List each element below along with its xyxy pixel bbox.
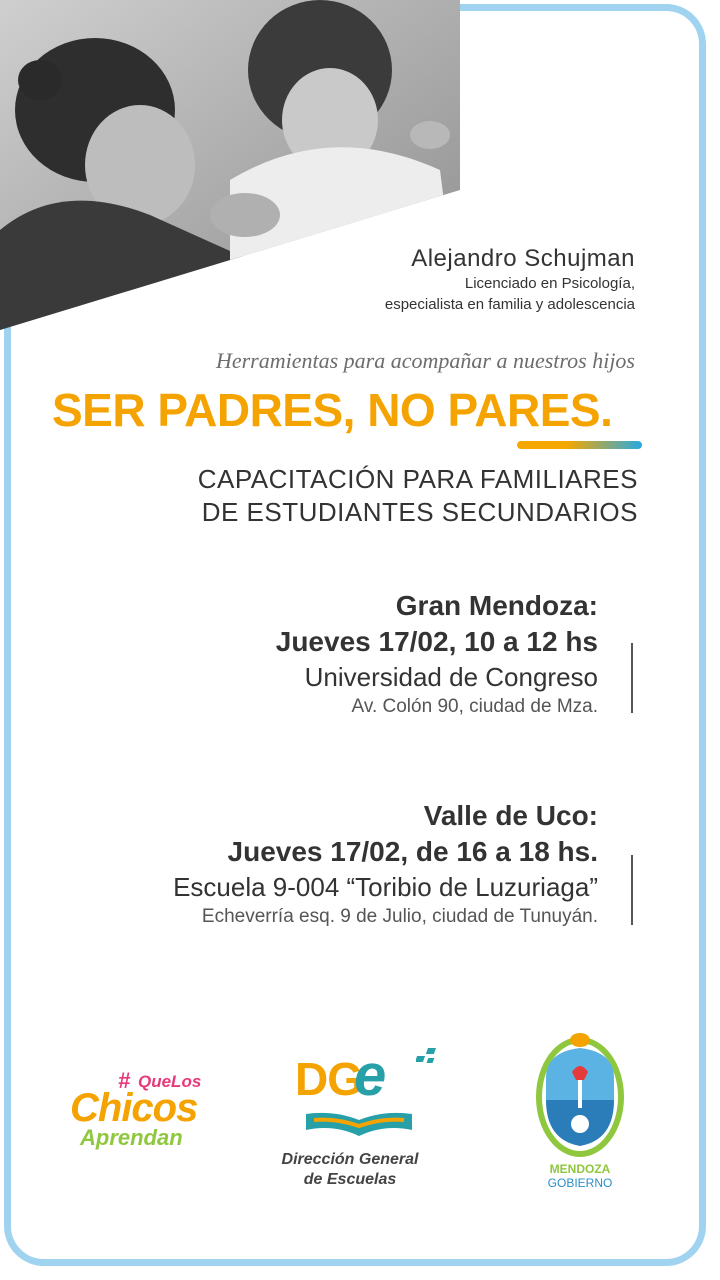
speaker-name: Alejandro Schujman — [411, 245, 635, 272]
event-address: Echeverría esq. 9 de Julio, ciudad de Tunuyán. — [201, 906, 598, 927]
dge-e-letter: e — [354, 1043, 387, 1108]
headline: SER PADRES, NO PARES. — [52, 384, 613, 436]
gobierno-line-1: MENDOZA — [549, 1162, 611, 1176]
mendoza-gobierno-logo — [532, 1030, 628, 1200]
event-venue: Escuela 9-004 “Toribio de Luzuriaga” — [173, 872, 598, 902]
dge-name-line-2: de Escuelas — [303, 1171, 397, 1188]
open-book-icon — [304, 1110, 414, 1140]
training-line-1: CAPACITACIÓN PARA FAMILIARES — [197, 464, 638, 494]
dge-letters: DG — [295, 1053, 362, 1105]
divider-line — [631, 643, 633, 713]
divider-line — [631, 855, 633, 925]
event-address: Av. Colón 90, ciudad de Mza. — [351, 696, 598, 717]
dge-name-line-1: Dirección General — [281, 1151, 419, 1168]
quelos-chicos-aprendan-logo — [66, 1068, 216, 1158]
accent-bar — [517, 441, 642, 449]
speaker-block — [385, 245, 635, 315]
dge-logo — [268, 1040, 448, 1200]
logo-quelos: QueLos — [138, 1072, 202, 1091]
logo-chicos: Chicos — [70, 1086, 198, 1130]
event-region: Gran Mendoza: — [395, 590, 598, 621]
subtitle: Herramientas para acompañar a nuestros hijos — [215, 348, 635, 373]
speaker-credential-1: Licenciado en Psicología, — [464, 275, 635, 292]
event-venue: Universidad de Congreso — [304, 662, 598, 692]
gobierno-line-2: GOBIERNO — [547, 1176, 613, 1190]
dge-name — [268, 1150, 432, 1190]
logo-aprendan: Aprendan — [80, 1125, 183, 1150]
event-date: Jueves 17/02, 10 a 12 hs — [275, 626, 598, 657]
coat-of-arms-icon — [532, 1030, 628, 1160]
training-line-2: DE ESTUDIANTES SECUNDARIOS — [201, 497, 638, 527]
logo-hash: # — [118, 1068, 131, 1093]
squares-icon — [416, 1048, 442, 1070]
speaker-credential-2: especialista en familia y adolescencia — [384, 296, 635, 313]
event-date: Jueves 17/02, de 16 a 18 hs. — [227, 836, 598, 867]
event-gran-mendoza — [276, 588, 598, 720]
event-valle-de-uco — [173, 798, 598, 930]
event-region: Valle de Uco: — [423, 800, 598, 831]
training-title — [198, 463, 638, 529]
